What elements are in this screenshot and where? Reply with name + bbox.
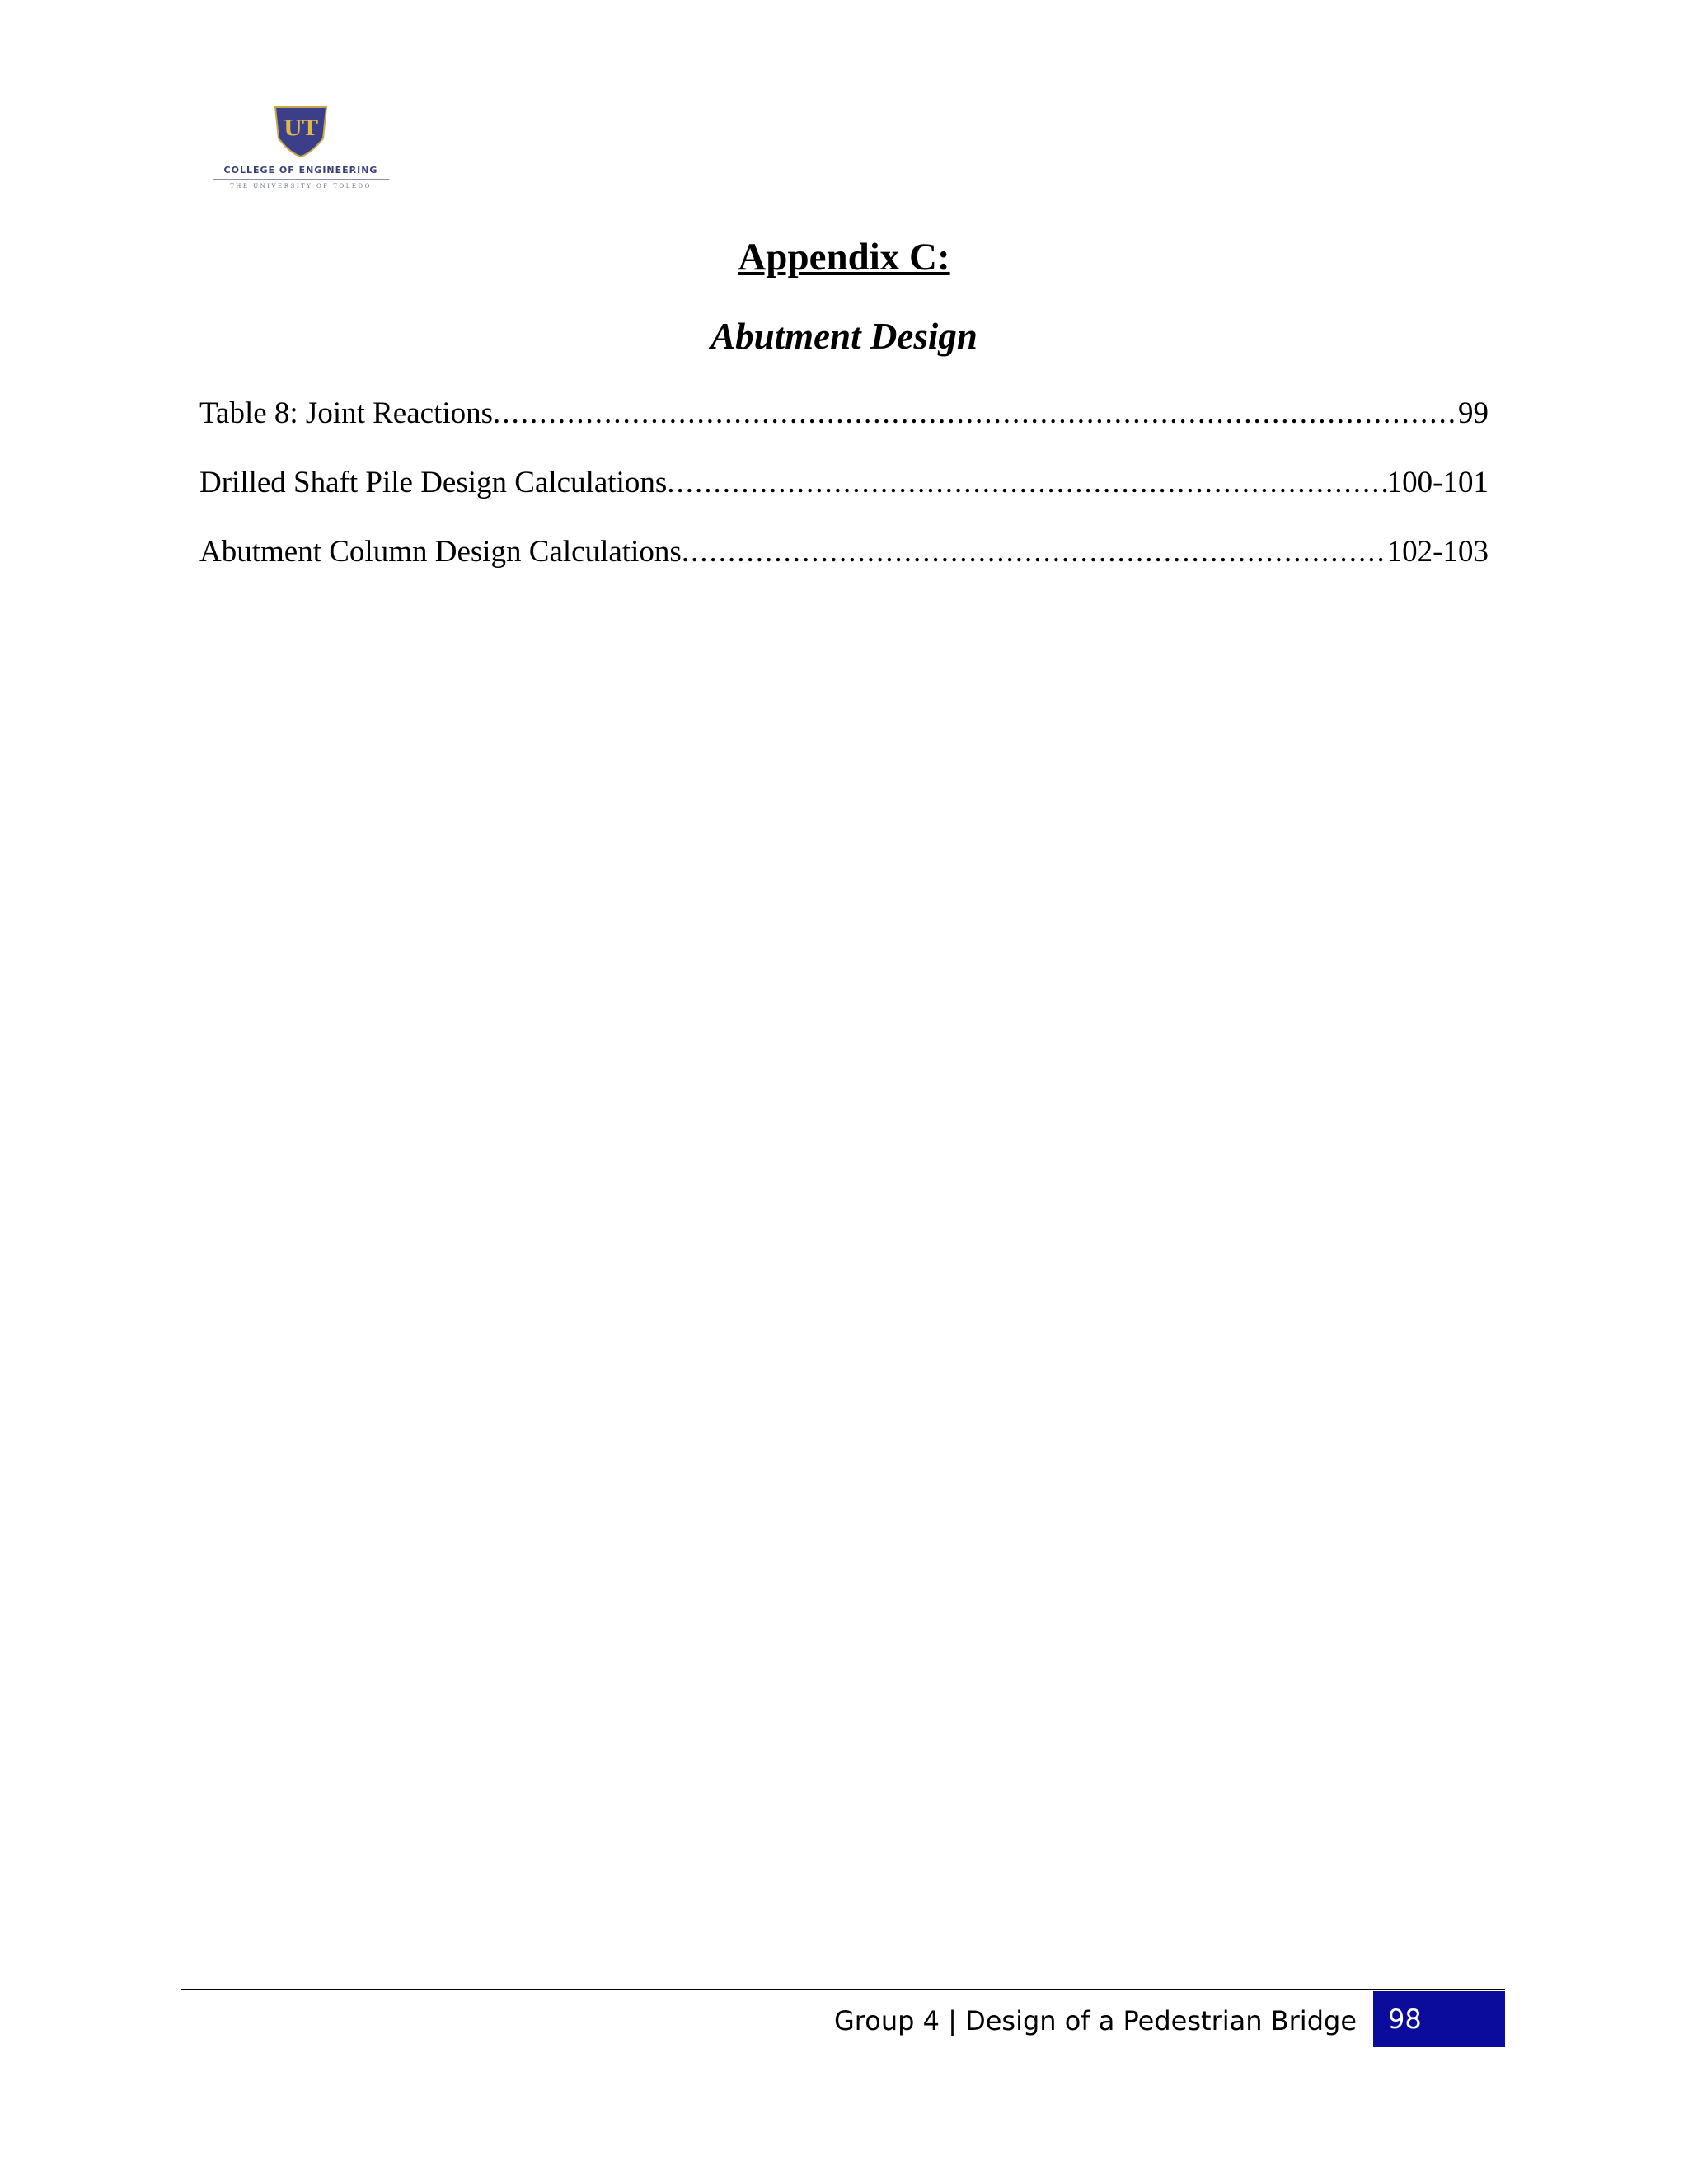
logo-university-name: THE UNIVERSITY OF TOLEDO: [230, 183, 372, 190]
logo-college-name: COLLEGE OF ENGINEERING: [223, 165, 378, 176]
footer-divider: [181, 1989, 1505, 1990]
toc-entry-page: 99: [1458, 396, 1489, 430]
logo-divider: [213, 179, 389, 180]
toc-leader-dots: [682, 527, 1387, 577]
toc-entry[interactable]: [199, 458, 1489, 527]
logo-monogram: UT: [283, 116, 319, 141]
toc-entry[interactable]: [199, 389, 1489, 458]
shield-icon: [272, 102, 330, 160]
toc-entry-label: Abutment Column Design Calculations: [199, 535, 682, 569]
table-of-contents: [199, 389, 1489, 597]
appendix-title: Appendix C:: [738, 236, 950, 279]
footer-title: Group 4 | Design of a Pedestrian Bridge: [833, 2005, 1357, 2036]
toc-leader-dots: [493, 389, 1458, 438]
college-logo: [206, 102, 396, 194]
toc-leader-dots: [667, 458, 1386, 508]
toc-entry[interactable]: [199, 527, 1489, 597]
toc-entry-label: Table 8: Joint Reactions: [199, 396, 494, 430]
footer-page-number: 98: [1373, 1991, 1505, 2047]
toc-entry-page: 100-101: [1386, 466, 1489, 499]
appendix-subtitle: Abutment Design: [710, 316, 978, 357]
toc-entry-label: Drilled Shaft Pile Design Calculations: [199, 466, 668, 499]
toc-entry-page: 102-103: [1386, 535, 1489, 569]
